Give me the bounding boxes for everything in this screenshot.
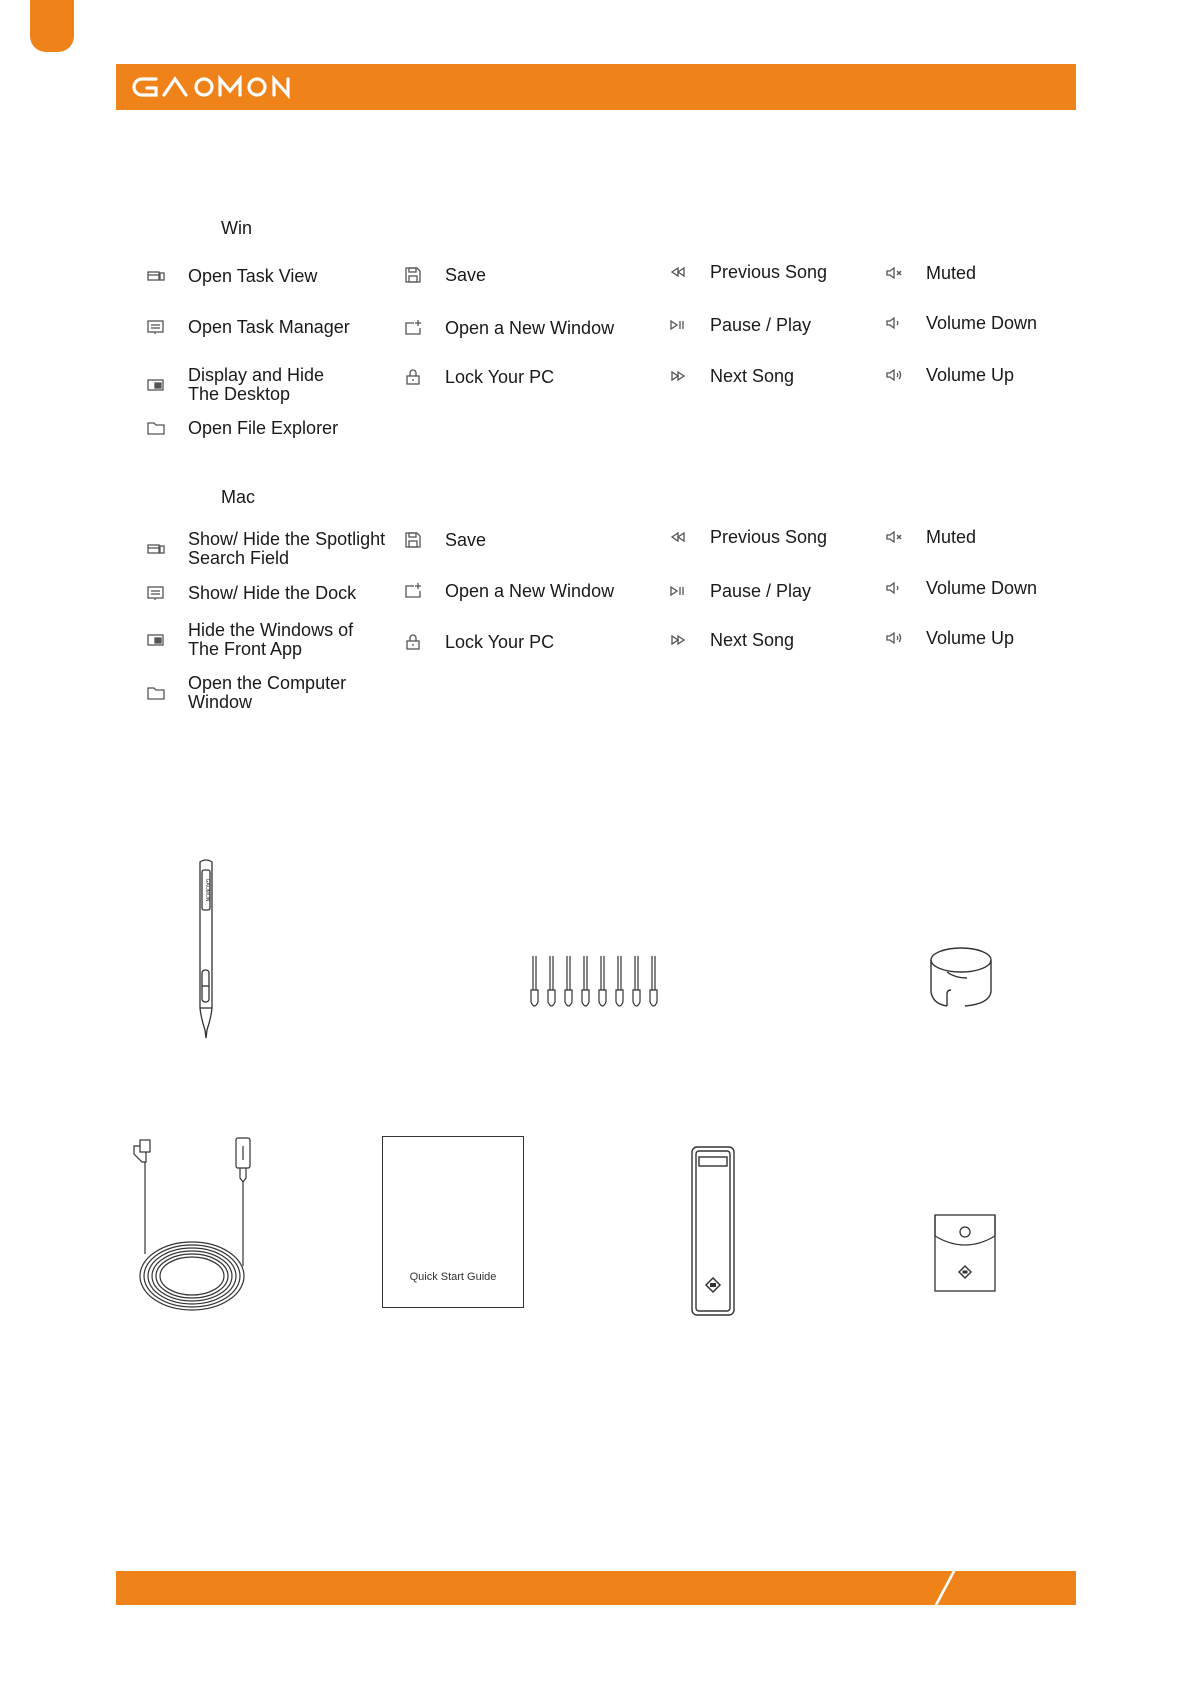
- mute-icon: [884, 263, 904, 283]
- mac-item-volume-down: Volume Down: [884, 578, 1037, 598]
- pen-clip-ring-illustration: [925, 942, 997, 1014]
- volume-up-icon: [884, 628, 904, 648]
- win-item-volume-up: Volume Up: [884, 365, 1014, 385]
- mac-item-save: Save: [403, 530, 486, 550]
- win-item-previous-song: Previous Song: [668, 262, 827, 282]
- mac-label: Mac: [221, 487, 256, 507]
- save-icon: [403, 265, 423, 285]
- mac-item-computer-window: Open the Computer Window: [146, 674, 346, 712]
- folder-icon: [146, 683, 166, 703]
- win-item-open-task-manager: Open Task Manager: [146, 317, 350, 337]
- win-item-open-task-view: Open Task View: [146, 266, 317, 286]
- mac-item-volume-up: Volume Up: [884, 628, 1014, 648]
- footer-bar: [116, 1571, 1076, 1605]
- play-pause-icon: [668, 581, 688, 601]
- task-view-icon: [146, 539, 166, 559]
- gaomon-mark-icon: [959, 1266, 971, 1278]
- win-item-display-hide-desktop: Display and Hide The Desktop: [146, 366, 324, 404]
- previous-icon: [668, 262, 688, 282]
- next-icon: [668, 630, 688, 650]
- save-icon: [403, 530, 423, 550]
- mute-icon: [884, 527, 904, 547]
- win-item-muted: Muted: [884, 263, 976, 283]
- previous-icon: [668, 527, 688, 547]
- usb-cable-illustration: [132, 1136, 264, 1314]
- gaomon-mark-icon: [706, 1278, 720, 1292]
- pen-brand-label: GAOMON: [204, 878, 210, 902]
- win-item-pause-play: Pause / Play: [668, 315, 811, 335]
- page-corner-tab: [30, 0, 74, 52]
- next-icon: [668, 366, 688, 386]
- mac-item-spotlight: Show/ Hide the Spotlight Search Field: [146, 530, 385, 568]
- mac-item-open-new-window: Open a New Window: [403, 581, 614, 601]
- quick-start-guide-illustration: [382, 1136, 524, 1308]
- stylus-pen-illustration: [190, 858, 222, 1042]
- mac-item-previous-song: Previous Song: [668, 527, 827, 547]
- win-item-open-new-window: Open a New Window: [403, 318, 614, 338]
- footer-divider: [931, 1571, 957, 1605]
- task-manager-icon: [146, 317, 166, 337]
- quick-start-guide-label: Quick Start Guide: [409, 1271, 497, 1283]
- cleaning-cloth-pouch-illustration: [934, 1214, 996, 1292]
- win-item-volume-down: Volume Down: [884, 313, 1037, 333]
- mac-item-dock: Show/ Hide the Dock: [146, 583, 356, 603]
- mac-item-next-song: Next Song: [668, 630, 794, 650]
- win-item-next-song: Next Song: [668, 366, 794, 386]
- mac-item-hide-windows: Hide the Windows of The Front App: [146, 621, 353, 659]
- task-manager-icon: [146, 583, 166, 603]
- lock-icon: [403, 367, 423, 387]
- mac-item-lock-your-pc: Lock Your PC: [403, 632, 554, 652]
- desktop-icon: [146, 630, 166, 650]
- folder-icon: [146, 418, 166, 438]
- pen-case-illustration: [690, 1145, 736, 1317]
- volume-up-icon: [884, 365, 904, 385]
- gaomon-logo: [132, 70, 322, 104]
- play-pause-icon: [668, 315, 688, 335]
- win-item-save: Save: [403, 265, 486, 285]
- win-label: Win: [221, 218, 252, 238]
- new-window-icon: [403, 318, 423, 338]
- mac-item-muted: Muted: [884, 527, 976, 547]
- volume-down-icon: [884, 578, 904, 598]
- win-item-open-file-explorer: Open File Explorer: [146, 418, 338, 438]
- task-view-icon: [146, 266, 166, 286]
- volume-down-icon: [884, 313, 904, 333]
- pen-nibs-illustration: [525, 954, 659, 1012]
- lock-icon: [403, 632, 423, 652]
- win-item-lock-your-pc: Lock Your PC: [403, 367, 554, 387]
- new-window-icon: [403, 581, 423, 601]
- desktop-icon: [146, 375, 166, 395]
- mac-item-pause-play: Pause / Play: [668, 581, 811, 601]
